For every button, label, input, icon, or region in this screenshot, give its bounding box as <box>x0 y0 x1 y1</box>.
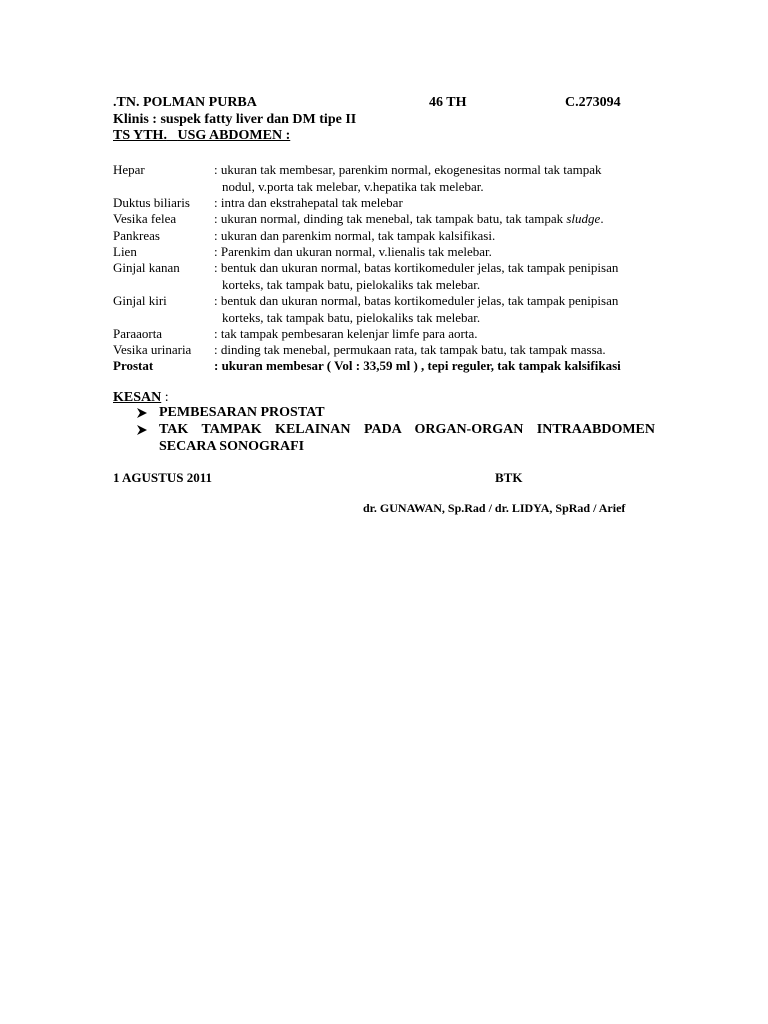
kesan-item-2: TAK TAMPAK KELAINAN PADA ORGAN-ORGAN INTRAABDOMEN <box>159 422 655 437</box>
finding-label-ginjal-kiri: Ginjal kiri <box>113 293 167 308</box>
finding-text-hepar <box>214 162 659 195</box>
btk-label: BTK <box>495 470 523 485</box>
finding-text-vesika-felea <box>214 211 659 228</box>
finding-line: : bentuk dan ukuran normal, batas kortikomeduler jelas, tak tampak penipisan <box>214 293 619 308</box>
kesan-item-1: PEMBESARAN PROSTAT <box>159 405 325 420</box>
finding-label-duktus-biliaris: Duktus biliaris <box>113 195 190 210</box>
finding-label-lien: Lien <box>113 244 137 259</box>
finding-label-hepar: Hepar <box>113 162 145 177</box>
exam-name: USG ABDOMEN : <box>177 128 291 143</box>
arrow-bullet-icon <box>136 407 148 423</box>
doctor-signature: dr. GUNAWAN, Sp.Rad / dr. LIDYA, SpRad / Arief <box>363 501 626 515</box>
finding-label-vesika-felea: Vesika felea <box>113 211 177 226</box>
finding-italic: sludge <box>566 211 601 226</box>
finding-text-prostat: : ukuran membesar ( Vol : 33,59 ml ) , tepi reguler, tak tampak kalsifikasi <box>214 358 621 373</box>
finding-line: : ukuran tak membesar, parenkim normal, ekogenesitas normal tak tampak <box>214 162 602 177</box>
finding-text-pankreas: : ukuran dan parenkim normal, tak tampak kalsifikasi. <box>214 228 496 243</box>
finding-line: : bentuk dan ukuran normal, batas kortikomeduler jelas, tak tampak penipisan <box>214 260 619 275</box>
finding-line: : ukuran normal, dinding tak menebal, tak tampak batu, tak tampak <box>214 211 567 226</box>
exam-title <box>113 128 290 144</box>
finding-text-duktus-biliaris: : intra dan ekstrahepatal tak melebar <box>214 195 403 210</box>
kesan-label: KESAN <box>113 390 162 405</box>
finding-line: nodul, v.porta tak melebar, v.hepatika tak melebar. <box>222 178 484 194</box>
finding-label-ginjal-kanan: Ginjal kanan <box>113 260 180 275</box>
patient-name: .TN. POLMAN PURBA <box>113 95 257 110</box>
ts-label: TS YTH. <box>113 128 167 143</box>
report-date: 1 AGUSTUS 2011 <box>113 470 212 485</box>
finding-label-vesika-urinaria: Vesika urinaria <box>113 342 192 357</box>
finding-text-vesika-urinaria: : dinding tak menebal, permukaan rata, tak tampak batu, tak tampak massa. <box>214 342 606 357</box>
kesan-item-2-cont: SECARA SONOGRAFI <box>159 439 305 454</box>
finding-label-paraaorta: Paraaorta <box>113 326 163 341</box>
finding-label-prostat: Prostat <box>113 358 154 373</box>
finding-line: korteks, tak tampak batu, pielokaliks tak melebar. <box>222 276 481 292</box>
finding-text-paraaorta: : tak tampak pembesaran kelenjar limfe para aorta. <box>214 326 478 341</box>
clinical-info: Klinis : suspek fatty liver dan DM tipe II <box>113 112 357 127</box>
finding-text-ginjal-kiri <box>214 293 659 326</box>
finding-text-ginjal-kanan <box>214 260 659 293</box>
arrow-bullet-icon <box>136 424 148 440</box>
record-number: C.273094 <box>565 95 621 110</box>
finding-tail: . <box>600 211 604 226</box>
kesan-colon: : <box>161 390 169 405</box>
patient-age: 46 TH <box>429 95 467 110</box>
kesan-heading <box>113 390 169 406</box>
finding-line: korteks, tak tampak batu, pielokaliks tak melebar. <box>222 309 481 325</box>
finding-text-lien: : Parenkim dan ukuran normal, v.lienalis tak melebar. <box>214 244 492 259</box>
finding-label-pankreas: Pankreas <box>113 228 160 243</box>
